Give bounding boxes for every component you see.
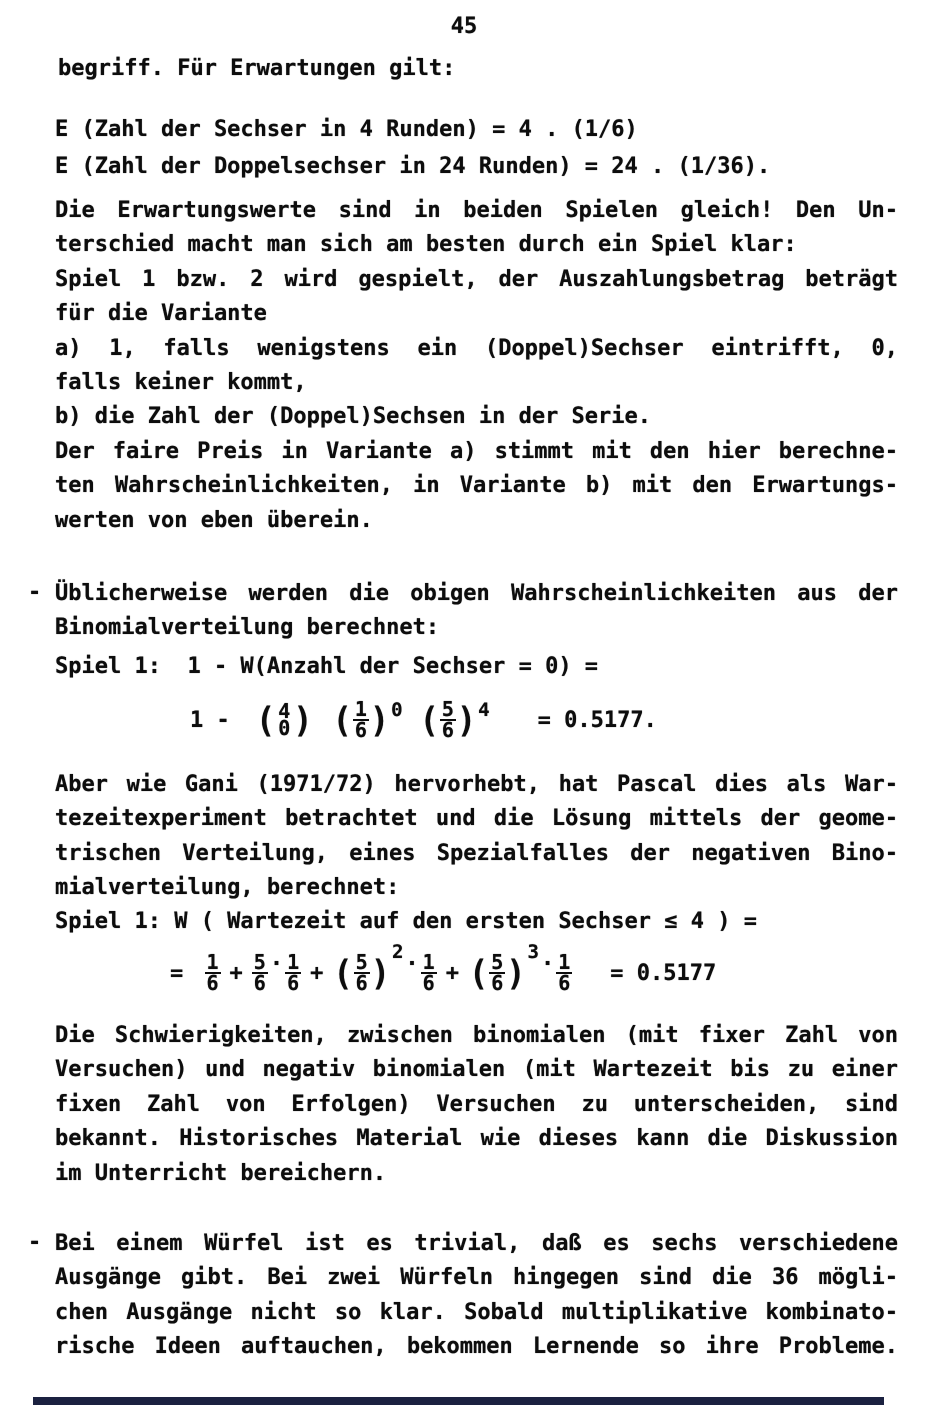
paragraph-gani <box>55 768 898 906</box>
bottom-scan-band <box>33 1397 884 1405</box>
paragraph-line: trischen Verteilung, eines Spezialfalles der negativen Bino- <box>55 840 898 866</box>
paragraph-line: a) 1, falls wenigstens ein (Doppel)Sechser eintrifft, 0, <box>55 335 898 361</box>
formula-lead: 1 - <box>190 707 243 733</box>
paragraph-line: chen Ausgänge nicht so klar. Sobald multiplikative kombinato- <box>55 1299 898 1325</box>
page-number: 45 <box>450 14 478 39</box>
paragraph-line: für die Variante <box>55 301 267 327</box>
fraction: $\frac{5}{6}$ <box>253 950 266 995</box>
right-paren: ) <box>456 699 477 741</box>
fraction-term <box>332 697 403 742</box>
paragraph-line: terschied macht man sich am besten durch ein Spiel klar: <box>55 232 797 258</box>
fraction: $\frac{5}{6}$ <box>441 697 454 742</box>
fraction: $\frac{1}{6}$ <box>206 950 219 995</box>
expectation-equations <box>55 112 770 185</box>
formula-result: = 0.5177. <box>537 707 657 733</box>
paragraph-line: Der faire Preis in Variante a) stimmt mit den hier berechne- <box>55 438 898 464</box>
formula-geometric-header: Spiel 1: W ( Wartezeit auf den ersten Sechser ≤ 4 ) = <box>55 909 757 934</box>
fraction: $\frac{1}{6}$ <box>287 950 300 995</box>
left-paren: ( <box>333 952 353 994</box>
multiplication-dot: · <box>405 951 419 977</box>
plus-sign: + <box>310 960 324 986</box>
multiplication-dot: · <box>541 951 555 977</box>
paragraph-line: Die Erwartungswerte sind in beiden Spielen gleich! Den Un- <box>55 198 898 223</box>
equals-sign: = <box>170 960 197 986</box>
fraction-term <box>468 941 539 995</box>
paragraph-line: rische Ideen auftauchen, bekommen Lernende so ihre Probleme. <box>55 1334 898 1360</box>
dash-bullet: - <box>28 1230 42 1255</box>
multiplication-dot: · <box>269 951 284 977</box>
fraction: $\frac{1}{6}$ <box>558 950 571 995</box>
exponent: 0 <box>391 699 403 721</box>
paragraph-line: ten Wahrscheinlichkeiten, in Variante b) mit den Erwartungs- <box>55 473 898 499</box>
paragraph-line: Ausgänge gibt. Bei zwei Würfeln hingegen sind die 36 mögli- <box>55 1265 898 1291</box>
fraction: $\frac{5}{6}$ <box>355 950 368 995</box>
binomial-coefficient: ( 4 0 ) <box>255 699 313 741</box>
fraction-term <box>419 697 490 742</box>
expectation-line: E (Zahl der Doppelsechser in 24 Runden) = 24 . (1/36). <box>55 153 771 179</box>
left-paren: ( <box>255 699 276 741</box>
fraction: $\frac{1}{6}$ <box>422 950 435 995</box>
fraction-term <box>332 941 404 995</box>
formula-binomial-header: Spiel 1: 1 - W(Anzahl der Sechser = 0) = <box>55 654 599 679</box>
bullet-item-ueblicherweise <box>28 577 898 646</box>
paragraph-line: Binomialverteilung berechnet: <box>55 615 440 641</box>
paragraph-line: Bei einem Würfel ist es trivial, daß es sechs verschiedene <box>55 1231 898 1256</box>
paragraph-schwierigkeiten <box>55 1019 898 1191</box>
paragraph-line: bekannt. Historisches Material wie dieses kann die Diskussion <box>55 1126 898 1152</box>
formula-geometric-expression <box>170 942 716 1004</box>
paragraph-line: Aber wie Gani (1971/72) hervorhebt, hat Pascal dies als War- <box>55 772 898 797</box>
formula-binomial-expression <box>190 690 657 750</box>
left-paren: ( <box>332 699 352 741</box>
exponent: 4 <box>478 699 490 721</box>
paragraph-line: falls keiner kommt, <box>55 370 307 396</box>
left-paren: ( <box>419 699 439 741</box>
paragraph-line: im Unterricht bereichern. <box>55 1160 387 1186</box>
bullet-item-wuerfel <box>28 1227 898 1365</box>
fraction: $\frac{5}{6}$ <box>491 950 504 995</box>
right-paren: ) <box>506 952 526 994</box>
paragraph-spiele <box>55 194 898 538</box>
paragraph-line: Die Schwierigkeiten, zwischen binomialen (mit fixer Zahl von <box>55 1023 898 1048</box>
plus-sign: + <box>445 960 459 986</box>
paragraph-line: fixen Zahl von Erfolgen) Versuchen zu unterscheiden, sind <box>55 1091 898 1117</box>
paragraph-line: Spiel 1 bzw. 2 wird gespielt, der Auszahlungsbetrag beträgt <box>55 266 898 292</box>
right-paren: ) <box>370 952 390 994</box>
dash-bullet: - <box>28 580 42 605</box>
fraction: $\frac{1}{6}$ <box>354 697 367 742</box>
right-paren: ) <box>293 699 313 741</box>
paragraph-line: b) die Zahl der (Doppel)Sechsen in der Serie. <box>55 404 652 430</box>
intro-line: begriff. Für Erwartungen gilt: <box>58 56 456 81</box>
paragraph-line: Üblicherweise werden die obigen Wahrscheinlichkeiten aus der <box>55 581 898 606</box>
left-paren: ( <box>468 952 489 994</box>
paragraph-line: Versuchen) und negativ binomialen (mit Wartezeit bis zu einer <box>55 1057 898 1083</box>
exponent: 3 <box>527 941 539 963</box>
paragraph-line: mialverteilung, berechnet: <box>55 875 400 901</box>
expectation-line: E (Zahl der Sechser in 4 Runden) = 4 . (1/6) <box>55 117 638 142</box>
formula-result: = 0.5177 <box>610 960 717 986</box>
exponent: 2 <box>391 941 404 963</box>
right-paren: ) <box>369 699 390 741</box>
paragraph-line: werten von eben überein. <box>55 507 373 533</box>
plus-sign: + <box>229 960 243 986</box>
paragraph-line: tezeitexperiment betrachtet und die Lösung mittels der geome- <box>55 806 898 832</box>
